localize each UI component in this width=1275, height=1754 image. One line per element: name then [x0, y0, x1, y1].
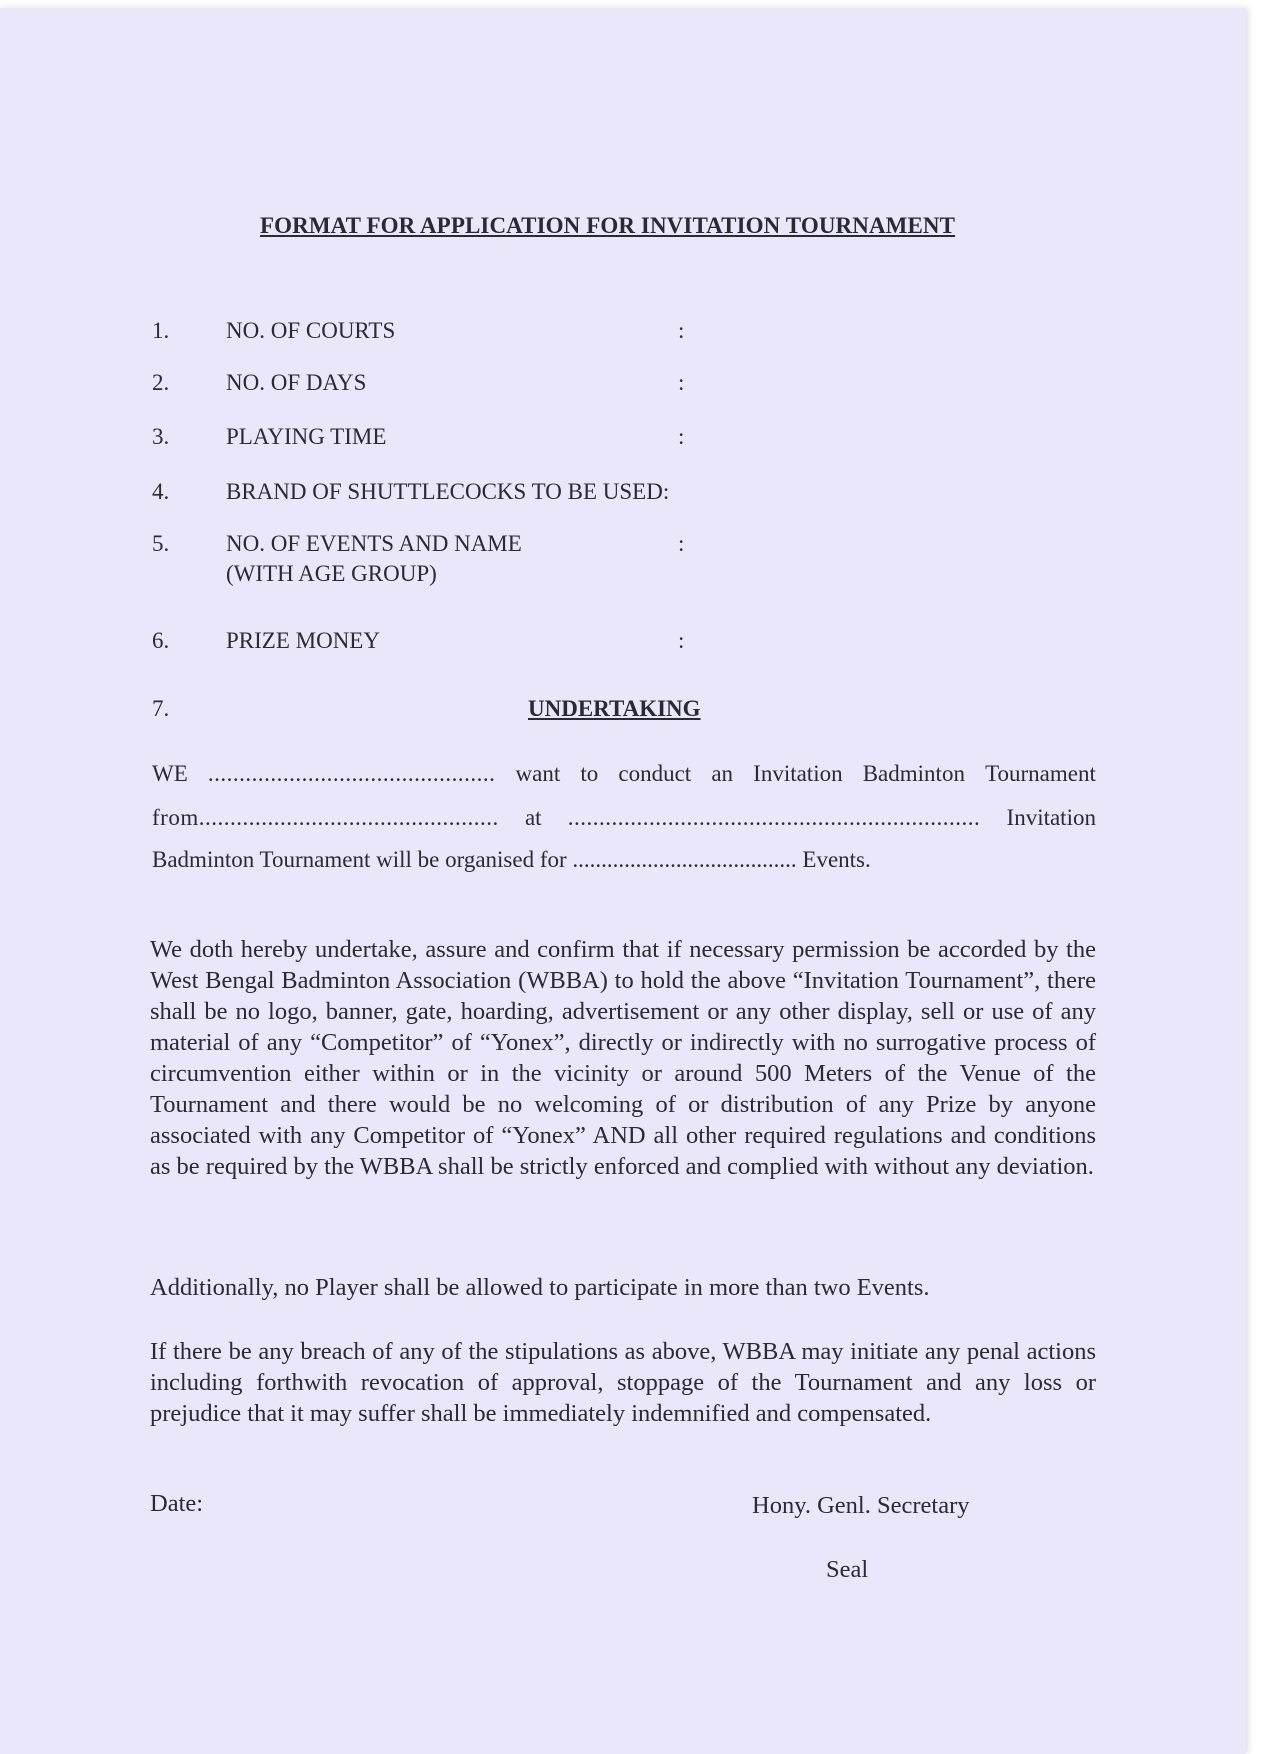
fill-text: WE: [152, 761, 188, 786]
date-label: Date:: [150, 1490, 204, 1517]
blank-venue: ..................................................................: [567, 805, 981, 830]
item-label: BRAND OF SHUTTLECOCKS TO BE USED:: [226, 479, 670, 504]
blank-from-date: from................................................: [152, 805, 499, 830]
item-label: PLAYING TIME: [226, 424, 387, 449]
document-page: [0, 8, 1246, 1754]
item-colon: :: [678, 424, 685, 449]
fill-text: at: [524, 805, 542, 830]
undertaking-paragraph: We doth hereby undertake, assure and confirm that if necessary permission be accorded by the West Bengal Badminton Association (WBBA) to hold the above “Invitation Tournament”, there shall be no logo, banner, gate, hoarding, advertisement or any other display, sell or use of any material of any “Competitor” of “Yonex”, directly or indirectly with no surrogative process of circumvention either within or in the vicinity or around 500 Meters of the Venue of the Tournament and there would be no welcoming of or distribution of any Prize by anyone associated with any Competitor of “Yonex” AND all other required regulations and conditions as be required by the WBBA shall be strictly enforced and complied with without any deviation.: [150, 936, 1096, 1180]
fill-text: Invitation: [753, 761, 843, 786]
item-number: 6.: [152, 628, 170, 653]
fill-text: conduct: [618, 761, 692, 786]
item-colon: :: [678, 318, 685, 343]
item-number: 3.: [152, 424, 170, 449]
fill-text: to: [580, 761, 599, 786]
item-sublabel: (WITH AGE GROUP): [226, 561, 437, 586]
fill-text: Badminton Tournament will be organised for ....................................... Events.: [152, 847, 871, 872]
item-colon: :: [678, 531, 685, 556]
item-number: 2.: [152, 370, 170, 395]
item-number: 7.: [152, 696, 170, 721]
fill-line-we: [152, 761, 1096, 787]
fill-text: an: [711, 761, 734, 786]
document-title: FORMAT FOR APPLICATION FOR INVITATION TOURNAMENT: [260, 213, 956, 238]
item-number: 4.: [152, 479, 170, 504]
fill-text: want: [515, 761, 561, 786]
item-label: NO. OF COURTS: [226, 318, 396, 343]
fill-text: Tournament: [985, 761, 1096, 786]
item-colon: :: [678, 370, 685, 395]
fill-text: Badminton: [862, 761, 965, 786]
fill-line-from: [152, 805, 1096, 831]
seal-label: Seal: [826, 1556, 869, 1583]
item-number: 5.: [152, 531, 170, 556]
item-label: PRIZE MONEY: [226, 628, 380, 653]
players-restriction-paragraph: Additionally, no Player shall be allowed to participate in more than two Events.: [150, 1274, 930, 1301]
fill-text: Invitation: [1006, 805, 1096, 830]
item-colon: :: [678, 628, 685, 653]
breach-paragraph: If there be any breach of any of the stipulations as above, WBBA may initiate any penal actions including forthwith revocation of approval, stoppage of the Tournament and any loss or prejudice that it may suffer shall be immediately indemnified and compensated.: [150, 1338, 1096, 1427]
item-number: 1.: [152, 318, 170, 343]
item-label: NO. OF EVENTS AND NAME: [226, 531, 522, 556]
item-label: NO. OF DAYS: [226, 370, 367, 395]
blank-name: ..............................................: [207, 761, 496, 786]
undertaking-heading: UNDERTAKING: [528, 696, 701, 721]
fill-line-events: [152, 847, 1096, 873]
signatory-label: Hony. Genl. Secretary: [752, 1492, 970, 1519]
